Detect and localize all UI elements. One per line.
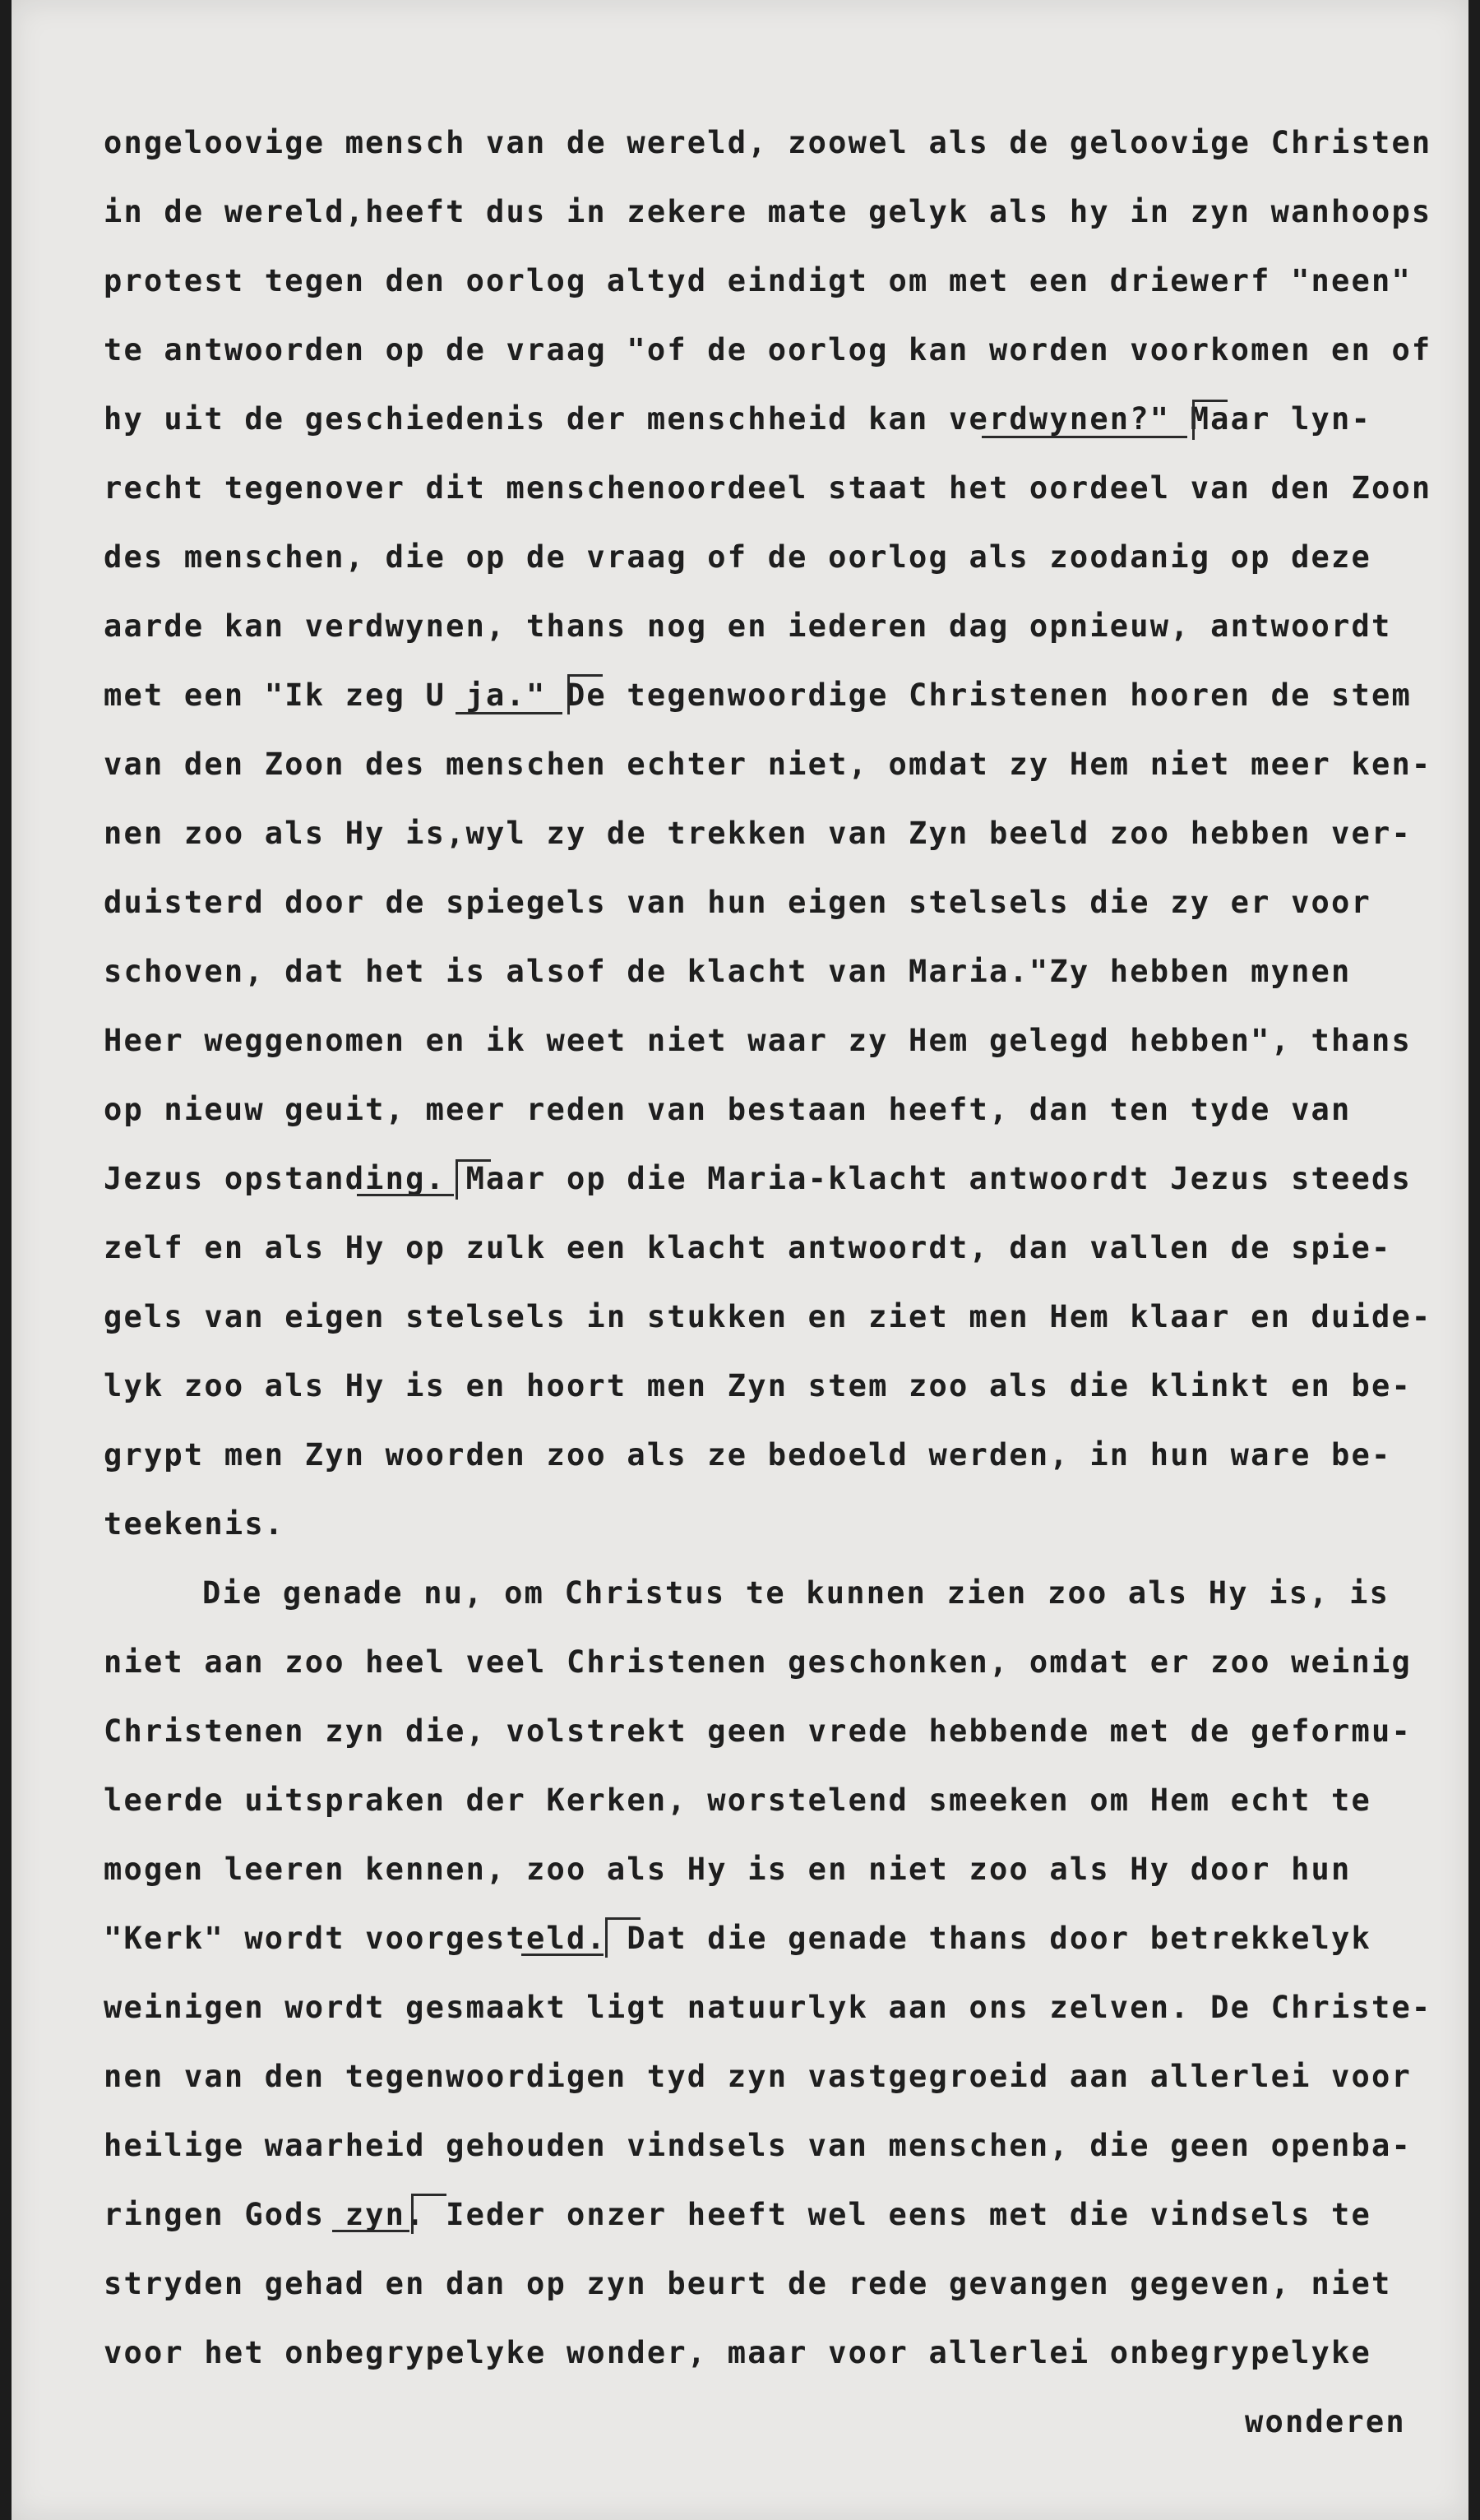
section-mark <box>567 674 603 714</box>
text-line: leerde uitspraken der Kerken, worstelend smeeken om Hem echt te <box>104 1782 1371 1818</box>
text-line: ringen Gods zyn. Ieder onzer heeft wel eens met die vindsels te <box>104 2197 1371 2232</box>
text-line: Heer weggenomen en ik weet niet waar zy Hem gelegd hebben", thans <box>104 1023 1412 1058</box>
typed-page <box>12 0 1468 2520</box>
text-line: grypt men Zyn woorden zoo als ze bedoeld werden, in hun ware be- <box>104 1437 1392 1473</box>
text-line: zelf en als Hy op zulk een klacht antwoordt, dan vallen de spie- <box>104 1230 1392 1265</box>
text-line: des menschen, die op de vraag of de oorlog als zoodanig op deze <box>104 539 1371 575</box>
text-line: hy uit de geschiedenis der menschheid kan verdwynen?" Maar lyn- <box>104 401 1371 437</box>
text-line: teekenis. <box>104 1506 285 1542</box>
text-line: aarde kan verdwynen, thans nog en iederen dag opnieuw, antwoordt <box>104 608 1392 644</box>
text-line: recht tegenover dit menschenoordeel staat het oordeel van den Zoon <box>104 470 1432 506</box>
text-line: ongeloovige mensch van de wereld, zoowel als de geloovige Christen <box>104 125 1432 160</box>
text-line: weinigen wordt gesmaakt ligt natuurlyk aan ons zelven. De Christe- <box>104 1990 1432 2025</box>
text-line: duisterd door de spiegels van hun eigen stelsels die zy er voor <box>104 885 1371 920</box>
text-line: in de wereld,heeft dus in zekere mate gelyk als hy in zyn wanhoops <box>104 194 1432 229</box>
pencil-underline <box>521 1954 604 1956</box>
section-mark <box>456 1159 491 1200</box>
text-line: met een "Ik zeg U ja." De tegenwoordige Christenen hooren de stem <box>104 677 1412 713</box>
text-line: mogen leeren kennen, zoo als Hy is en niet zoo als Hy door hun <box>104 1852 1352 1887</box>
text-line: te antwoorden op de vraag "of de oorlog kan worden voorkomen en of <box>104 332 1432 368</box>
pencil-underline <box>357 1194 454 1196</box>
text-line: Christenen zyn die, volstrekt geen vrede hebbende met de geformu- <box>104 1713 1412 1749</box>
text-line: protest tegen den oorlog altyd eindigt om met een driewerf "neen" <box>104 263 1412 298</box>
text-line: voor het onbegrypelyke wonder, maar voor allerlei onbegrypelyke <box>104 2335 1371 2370</box>
text-line: gels van eigen stelsels in stukken en ziet men Hem klaar en duide- <box>104 1299 1432 1334</box>
catchword: wonderen <box>1245 2404 1406 2439</box>
section-mark <box>1192 400 1228 440</box>
text-line: nen van den tegenwoordigen tyd zyn vastgegroeid aan allerlei voor <box>104 2059 1412 2094</box>
text-line: Jezus opstanding. Maar op die Maria-klacht antwoordt Jezus steeds <box>104 1161 1412 1196</box>
section-mark <box>605 1917 641 1958</box>
text-line: "Kerk" wordt voorgesteld. Dat die genade thans door betrekkelyk <box>104 1921 1371 1956</box>
text-line: Die genade nu, om Christus te kunnen zien zoo als Hy is, is <box>202 1575 1390 1611</box>
pencil-underline <box>982 436 1187 438</box>
pencil-underline <box>332 2230 409 2232</box>
text-line: nen zoo als Hy is,wyl zy de trekken van Zyn beeld zoo hebben ver- <box>104 816 1412 851</box>
text-line: van den Zoon des menschen echter niet, omdat zy Hem niet meer ken- <box>104 747 1432 782</box>
text-line: lyk zoo als Hy is en hoort men Zyn stem zoo als die klinkt en be- <box>104 1368 1412 1403</box>
text-line: op nieuw geuit, meer reden van bestaan heeft, dan ten tyde van <box>104 1092 1352 1127</box>
text-line: schoven, dat het is alsof de klacht van Maria."Zy hebben mynen <box>104 954 1352 989</box>
text-line: stryden gehad en dan op zyn beurt de rede gevangen gegeven, niet <box>104 2266 1392 2301</box>
text-line: niet aan zoo heel veel Christenen geschonken, omdat er zoo weinig <box>104 1644 1412 1680</box>
pencil-underline <box>456 712 562 714</box>
text-line: heilige waarheid gehouden vindsels van menschen, die geen openba- <box>104 2128 1412 2163</box>
section-mark <box>411 2194 446 2234</box>
